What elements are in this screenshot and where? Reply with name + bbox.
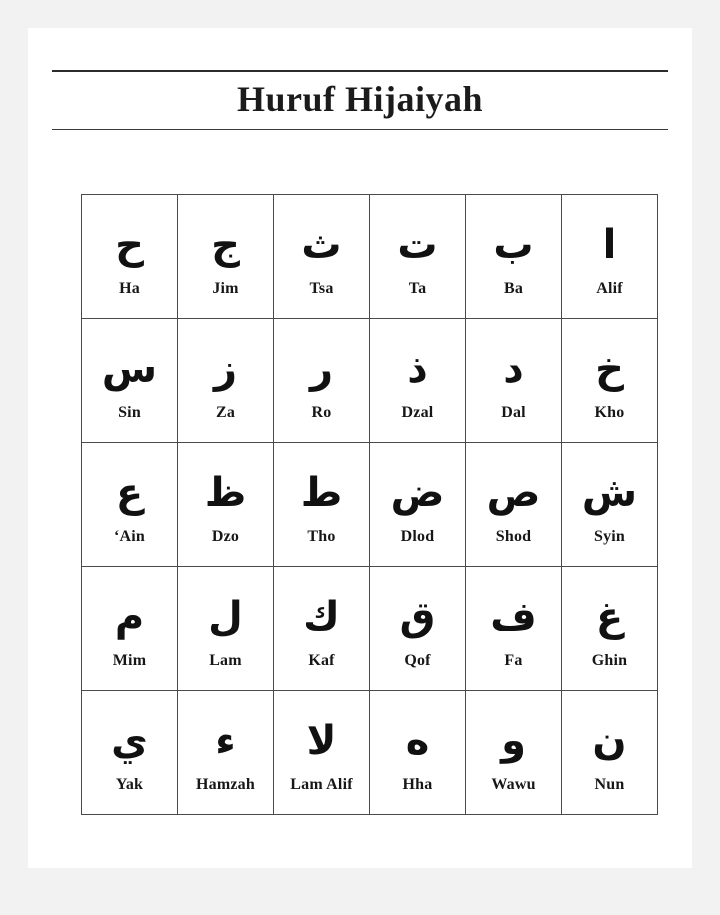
arabic-letter: ز bbox=[213, 345, 238, 392]
latin-label: Jim bbox=[212, 279, 239, 297]
latin-label: Ba bbox=[503, 279, 524, 297]
letter-cell[interactable] bbox=[466, 691, 562, 815]
latin-label: Fa bbox=[504, 651, 523, 669]
arabic-letter: ج bbox=[211, 221, 240, 268]
page-title: Huruf Hijaiyah bbox=[236, 79, 484, 119]
arabic-letter: ص bbox=[486, 469, 541, 516]
letter-cell[interactable] bbox=[562, 691, 658, 815]
latin-label: Yak bbox=[115, 775, 144, 793]
arabic-letter: ر bbox=[309, 345, 334, 392]
letter-cell[interactable] bbox=[370, 443, 466, 567]
latin-label: Kaf bbox=[308, 651, 335, 669]
title-rule-bottom bbox=[52, 129, 668, 130]
latin-label: Dzo bbox=[211, 527, 240, 545]
letter-cell[interactable] bbox=[562, 567, 658, 691]
arabic-letter: ح bbox=[115, 221, 144, 268]
arabic-letter: ا bbox=[602, 221, 617, 268]
arabic-letter: ك bbox=[303, 593, 340, 640]
latin-label: Dal bbox=[501, 403, 526, 421]
latin-label: Syin bbox=[593, 527, 626, 545]
latin-label: Sin bbox=[118, 403, 141, 421]
arabic-letter: ض bbox=[390, 469, 445, 516]
arabic-letter: و bbox=[501, 717, 526, 764]
letter-cell[interactable] bbox=[562, 319, 658, 443]
latin-label: Lam bbox=[209, 651, 242, 669]
latin-label: Kho bbox=[594, 403, 625, 421]
letter-cell[interactable] bbox=[370, 195, 466, 319]
letter-cell[interactable] bbox=[466, 195, 562, 319]
latin-label: Nun bbox=[594, 775, 625, 793]
latin-label: Ha bbox=[119, 279, 140, 297]
arabic-letter: ق bbox=[399, 593, 436, 640]
letter-cell[interactable] bbox=[82, 691, 178, 815]
hijaiyah-table-body bbox=[82, 195, 658, 815]
letter-cell[interactable] bbox=[370, 691, 466, 815]
latin-label: Tsa bbox=[309, 279, 334, 297]
arabic-letter: ش bbox=[581, 469, 638, 516]
letter-cell[interactable] bbox=[82, 319, 178, 443]
letter-cell[interactable] bbox=[274, 319, 370, 443]
arabic-letter: ل bbox=[208, 593, 243, 640]
latin-label: Ghin bbox=[591, 651, 628, 669]
arabic-letter: س bbox=[101, 345, 158, 392]
latin-label: Wawu bbox=[491, 775, 536, 793]
arabic-letter: غ bbox=[595, 593, 624, 640]
letter-cell[interactable] bbox=[370, 319, 466, 443]
latin-label: Alif bbox=[596, 279, 623, 297]
latin-label: Shod bbox=[495, 527, 532, 545]
letter-cell[interactable] bbox=[178, 195, 274, 319]
table-row bbox=[82, 319, 658, 443]
arabic-letter: د bbox=[503, 345, 524, 392]
latin-label: Hamzah bbox=[196, 775, 255, 793]
latin-label: Hha bbox=[402, 775, 433, 793]
letter-cell[interactable] bbox=[274, 195, 370, 319]
letter-cell[interactable] bbox=[466, 319, 562, 443]
arabic-letter: ب bbox=[493, 221, 534, 268]
letter-cell[interactable] bbox=[178, 319, 274, 443]
arabic-letter: ت bbox=[397, 221, 438, 268]
latin-label: Tho bbox=[307, 527, 336, 545]
table-row bbox=[82, 567, 658, 691]
latin-label: Lam Alif bbox=[290, 775, 353, 793]
document-page bbox=[28, 28, 692, 868]
latin-label: Dzal bbox=[401, 403, 434, 421]
letter-cell[interactable] bbox=[82, 567, 178, 691]
letter-cell[interactable] bbox=[178, 691, 274, 815]
arabic-letter: ع bbox=[115, 469, 144, 516]
latin-label: Dlod bbox=[400, 527, 435, 545]
table-row bbox=[82, 691, 658, 815]
letter-cell[interactable] bbox=[370, 567, 466, 691]
letter-cell[interactable] bbox=[562, 195, 658, 319]
table-row bbox=[82, 443, 658, 567]
arabic-letter: ظ bbox=[204, 469, 247, 516]
table-row bbox=[82, 195, 658, 319]
hijaiyah-table bbox=[81, 194, 658, 815]
latin-label: Qof bbox=[404, 651, 431, 669]
letter-cell[interactable] bbox=[82, 195, 178, 319]
arabic-letter: خ bbox=[595, 345, 624, 392]
letter-cell[interactable] bbox=[466, 443, 562, 567]
arabic-letter: ن bbox=[592, 717, 627, 764]
letter-cell[interactable] bbox=[562, 443, 658, 567]
letter-cell[interactable] bbox=[178, 443, 274, 567]
arabic-letter: ف bbox=[490, 593, 537, 640]
arabic-letter: م bbox=[114, 593, 145, 640]
letter-cell[interactable] bbox=[466, 567, 562, 691]
arabic-letter: ث bbox=[301, 221, 342, 268]
letter-cell[interactable] bbox=[274, 443, 370, 567]
latin-label: Za bbox=[215, 403, 236, 421]
letter-cell[interactable] bbox=[178, 567, 274, 691]
arabic-letter: ه bbox=[405, 717, 430, 764]
latin-label: Ta bbox=[408, 279, 427, 297]
arabic-letter: ط bbox=[300, 469, 343, 516]
letter-cell[interactable] bbox=[82, 443, 178, 567]
arabic-letter: ي bbox=[111, 717, 148, 764]
arabic-letter: لا bbox=[306, 717, 337, 764]
title-block bbox=[52, 70, 668, 130]
hijaiyah-grid bbox=[81, 194, 651, 815]
arabic-letter: ذ bbox=[407, 345, 428, 392]
letter-cell[interactable] bbox=[274, 691, 370, 815]
latin-label: ‘Ain bbox=[113, 527, 146, 545]
letter-cell[interactable] bbox=[274, 567, 370, 691]
arabic-letter: ء bbox=[215, 717, 236, 764]
latin-label: Ro bbox=[311, 403, 332, 421]
latin-label: Mim bbox=[112, 651, 147, 669]
